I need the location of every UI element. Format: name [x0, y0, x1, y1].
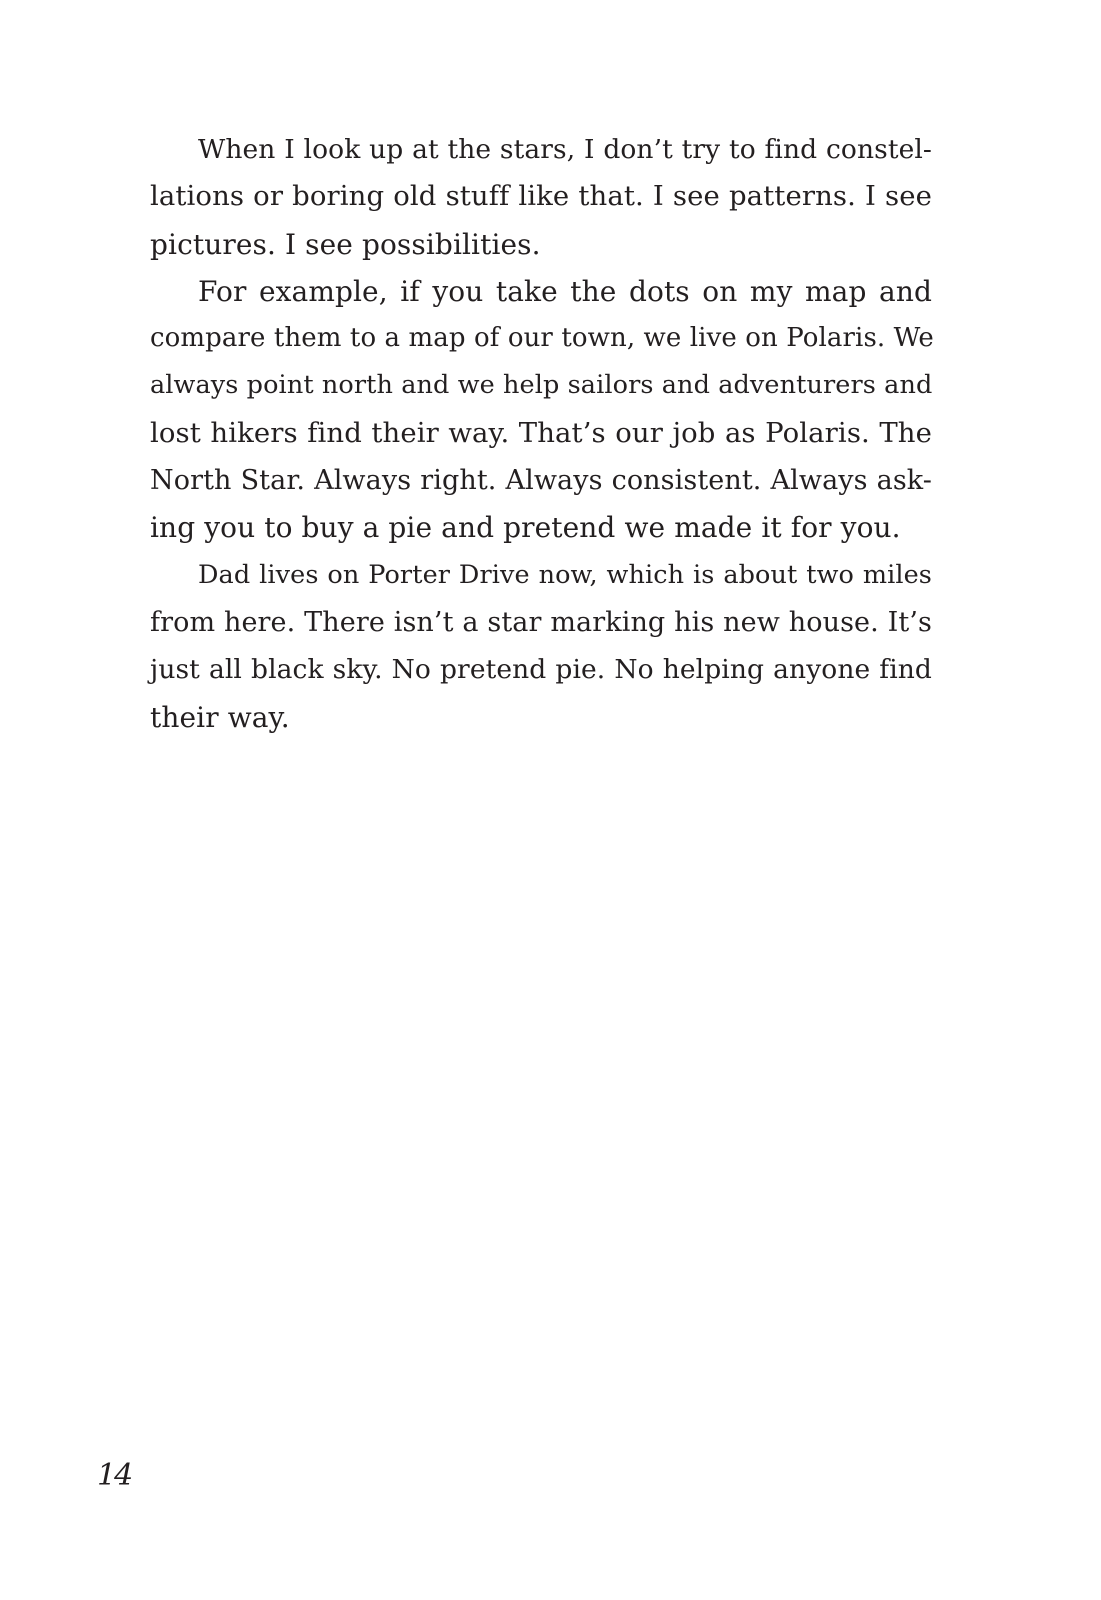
text-line: lost hikers find their way. That’s our job as Polaris. The [150, 416, 932, 449]
text-line: Dad lives on Porter Drive now, which is about two miles [198, 559, 932, 590]
page-number: 14 [97, 1458, 132, 1493]
text-line: When I look up at the stars, I don’t try to find constel- [198, 134, 932, 165]
text-line: North Star. Always right. Always consistent. Always ask- [150, 465, 932, 497]
text-line: just all black sky. No pretend pie. No helping anyone find [150, 654, 932, 686]
paragraph [150, 552, 932, 741]
text-line: pictures. I see possibilities. [150, 227, 541, 261]
text-line: compare them to a map of our town, we live on Polaris. We [150, 323, 934, 354]
text-line: ing you to buy a pie and pretend we made it for you. [150, 511, 901, 545]
text-line: their way. [150, 700, 290, 734]
paragraph [150, 268, 932, 552]
paragraph [150, 126, 932, 268]
body-text [150, 126, 932, 741]
text-line: from here. There isn’t a star marking his new house. It’s [150, 606, 932, 638]
text-line: always point north and we help sailors and adventurers and [150, 370, 933, 401]
text-line: For example, if you take the dots on my map and [198, 274, 932, 308]
text-line: lations or boring old stuff like that. I see patterns. I see [150, 180, 932, 213]
